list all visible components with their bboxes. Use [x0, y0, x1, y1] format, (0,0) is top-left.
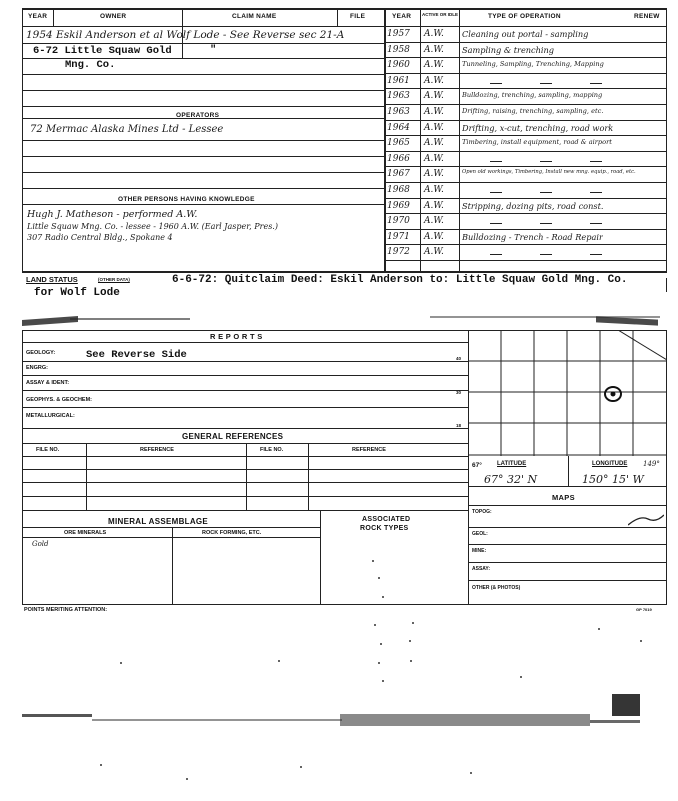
latitude-label: LATITUDE: [497, 461, 527, 467]
other-person-line-3: 307 Radio Central Bldg., Spokane 4: [27, 233, 173, 242]
ditto-tick: [490, 192, 502, 193]
reports-title: R E P O R T S: [210, 332, 263, 341]
latitude-value: 67° 32' N: [484, 473, 538, 486]
operation-status: A.W.: [424, 169, 444, 180]
scan-speck: [470, 772, 472, 774]
scan-speck: [412, 622, 414, 624]
ditto-tick: [590, 83, 602, 84]
ref-col-reference-1: REFERENCE: [140, 447, 174, 453]
geology-label: GEOLOGY:: [26, 350, 56, 356]
maps-title: MAPS: [552, 493, 575, 502]
operation-row-line: [384, 73, 667, 74]
operation-year: 1968: [387, 185, 410, 195]
operation-type: Sampling & trenching: [462, 44, 555, 55]
ditto-mark: ": [210, 44, 217, 56]
maps-topog: TOPOG:: [472, 509, 492, 515]
ref-row-line: [22, 496, 468, 497]
header-year: YEAR: [28, 13, 48, 20]
operation-row-line: [384, 151, 667, 152]
mineral-header-line: [22, 537, 320, 538]
operators-title: OPERATORS: [176, 112, 220, 119]
header-type-of-operation: TYPE OF OPERATION: [488, 13, 561, 20]
ditto-tick: [490, 161, 502, 162]
operation-type: Timbering, install equipment, road & airport: [462, 138, 612, 147]
operation-year: 1967: [387, 169, 410, 180]
operation-status: A.W.: [424, 91, 444, 102]
geophys-label: GEOPHYS. & GEOCHEM:: [26, 397, 93, 403]
scan-smear: [340, 714, 590, 726]
ditto-tick: [590, 254, 602, 255]
land-status-label: LAND STATUS: [26, 275, 78, 284]
metallurgical-label: METALLURGICAL:: [26, 413, 75, 419]
operation-year: 1963: [387, 107, 410, 117]
operation-type: Tunneling, Sampling, Trenching, Mapping: [462, 60, 604, 69]
operation-year: 1972: [387, 247, 410, 258]
operation-status: A.W.: [424, 138, 444, 149]
reports-title-line: [22, 342, 468, 343]
operation-year: 1963: [387, 91, 410, 102]
margin-number: 18: [456, 423, 462, 428]
maps-mine-line: [468, 562, 667, 563]
divider-claim-file: [337, 8, 338, 26]
associated-divider: [320, 510, 321, 604]
other-persons-title: OTHER PERSONS HAVING KNOWLEDGE: [118, 196, 255, 203]
left-border-lower: [22, 330, 23, 604]
scan-speck: [378, 577, 380, 579]
ditto-tick: [540, 83, 552, 84]
land-status-right-tick: [666, 278, 667, 292]
divider-year-status: [420, 8, 421, 272]
engrg-label: ENGRG:: [26, 365, 48, 371]
operation-year: 1964: [387, 122, 410, 133]
operation-type: Bulldozing - Trench - Road Repair: [462, 231, 603, 242]
points-meriting-label: POINTS MERITING ATTENTION:: [24, 607, 108, 613]
longitude-value: 150° 15' W: [582, 473, 644, 486]
scan-smear: [22, 714, 92, 717]
operation-year: 1970: [387, 216, 410, 227]
associated-label: ASSOCIATED: [362, 516, 411, 523]
ref-col-divider-3: [308, 443, 309, 511]
operation-year: 1960: [387, 60, 410, 71]
operation-row-line: [384, 166, 667, 167]
scan-speck: [380, 643, 382, 645]
ref-row-line: [22, 469, 468, 470]
scan-speck: [120, 662, 122, 664]
owner-row-line-5: [22, 106, 384, 107]
location-marker: [602, 384, 624, 404]
operation-row-line: [384, 244, 667, 245]
owner-row-line-1: [22, 43, 384, 44]
scan-speck: [372, 560, 374, 562]
ditto-tick: [490, 254, 502, 255]
top-border: [22, 8, 667, 10]
mineral-assemblage-title: MINERAL ASSEMBLAGE: [108, 517, 209, 526]
latitude-prefix: 67°: [472, 462, 482, 469]
operation-status: A.W.: [424, 185, 444, 195]
header-bottom-line: [22, 26, 667, 27]
operation-status: A.W.: [424, 247, 444, 258]
scan-speck: [100, 764, 102, 766]
rock-types-label: ROCK TYPES: [360, 525, 409, 532]
assay-label: ASSAY & IDENT:: [26, 380, 70, 386]
other-person-line-1: Hugh J. Matheson - performed A.W.: [27, 209, 198, 220]
ref-col-file-no-2: FILE NO.: [260, 447, 284, 453]
scan-speck: [640, 640, 642, 642]
ref-col-file-no-1: FILE NO.: [36, 447, 60, 453]
ore-minerals-label: ORE MINERALS: [64, 530, 107, 536]
mineral-col-divider: [172, 527, 173, 604]
ditto-tick: [540, 161, 552, 162]
header-owner: OWNER: [100, 13, 127, 20]
geology-line: [22, 361, 468, 362]
header-file: FILE: [350, 13, 366, 20]
divider-year-owner: [53, 8, 54, 26]
ditto-tick: [490, 223, 502, 224]
owner-line-2: 6-72 Little Squaw Gold: [33, 45, 172, 57]
maps-other: OTHER (& PHOTOS): [472, 585, 521, 591]
scan-speck: [378, 662, 380, 664]
ref-col-divider-1: [86, 443, 87, 511]
ore-mineral-value: Gold: [32, 540, 49, 548]
header-year-2: YEAR: [392, 13, 412, 20]
maps-topog-line: [468, 527, 667, 528]
scan-speck: [382, 680, 384, 682]
scan-speck: [598, 628, 600, 630]
land-status-line-1: 6-6-72: Quitclaim Deed: Eskil Anderson to: Little Squaw Gold Mng. Co.: [172, 274, 628, 286]
ref-col-reference-2: REFERENCE: [352, 447, 386, 453]
scan-speck: [382, 596, 384, 598]
operation-row-line: [384, 260, 667, 261]
scan-smear: [590, 720, 640, 723]
maps-assay-line: [468, 580, 667, 581]
scan-speck: [410, 660, 412, 662]
scan-speck: [520, 676, 522, 678]
operation-row-line: [384, 182, 667, 183]
operation-year: 1958: [387, 44, 410, 55]
land-status-line-2: for Wolf Lode: [34, 287, 120, 299]
operation-row-line: [384, 198, 667, 199]
operation-year: 1957: [387, 29, 410, 39]
operation-status: A.W.: [424, 75, 444, 86]
operation-row-line: [384, 120, 667, 121]
operation-row-line: [384, 135, 667, 136]
operation-status: A.W.: [424, 122, 444, 133]
ditto-tick: [490, 83, 502, 84]
operation-year: 1961: [387, 75, 410, 86]
ref-col-divider-2: [246, 443, 247, 511]
other-persons-top-line: [22, 204, 384, 205]
maps-mine: MINE:: [472, 548, 487, 554]
land-status-sublabel: (OTHER DATA): [98, 277, 130, 282]
divider-status-type: [459, 8, 460, 272]
maps-geol-line: [468, 544, 667, 545]
ditto-tick: [540, 192, 552, 193]
assay-line: [22, 390, 468, 391]
ditto-tick: [540, 223, 552, 224]
longitude-prefix: 149°: [643, 460, 660, 468]
operation-type: Cleaning out portal - sampling: [462, 29, 589, 39]
operation-row-line: [384, 42, 667, 43]
operation-year: 1966: [387, 153, 410, 164]
scan-smear: [92, 719, 342, 721]
operation-year: 1971: [387, 231, 410, 242]
scan-speck: [186, 778, 188, 780]
operation-row-line: [384, 57, 667, 58]
operator-row-line-2: [22, 156, 384, 157]
ditto-tick: [590, 192, 602, 193]
operation-row-line: [384, 213, 667, 214]
operation-year: 1969: [387, 200, 410, 211]
header-claim-name: CLAIM NAME: [232, 13, 277, 20]
operation-type: Drifting, x-cut, trenching, road work: [462, 122, 614, 133]
scan-speck: [409, 640, 411, 642]
operation-status: A.W.: [424, 60, 444, 71]
operation-status: A.W.: [424, 44, 444, 55]
owner-row-line-4: [22, 90, 384, 91]
rock-forming-label: ROCK FORMING, ETC.: [202, 530, 262, 536]
operator-row-line-3: [22, 172, 384, 173]
operation-type: Bulldozing, trenching, sampling, mapping: [462, 91, 603, 100]
lat-lon-divider: [568, 456, 569, 486]
general-references-title: GENERAL REFERENCES: [182, 432, 284, 441]
points-top-line: [22, 604, 667, 605]
operation-row-line: [384, 88, 667, 89]
other-person-line-2: Little Squaw Mng. Co. - lessee - 1960 A.W. (Earl Jasper, Pres.): [27, 222, 278, 231]
header-renew: RENEW: [634, 13, 660, 20]
topog-squiggle: [628, 513, 664, 527]
geology-value: See Reverse Side: [86, 349, 187, 361]
ref-bottom-line: [22, 510, 468, 511]
operation-type: Open old workings, Timbering, Install new mng. equip., road, etc.: [462, 169, 636, 176]
margin-number: 40: [456, 356, 462, 361]
owner-row-line-3: [22, 74, 384, 75]
location-grid: [468, 330, 667, 456]
mineral-title-line: [22, 527, 320, 528]
operation-year: 1965: [387, 138, 410, 149]
operation-status: A.W.: [424, 200, 444, 211]
ditto-tick: [590, 161, 602, 162]
maps-assay: ASSAY:: [472, 566, 491, 572]
operation-row-line: [384, 229, 667, 230]
geophys-line: [22, 407, 468, 408]
location-bottom-line: [468, 486, 667, 487]
top-section-bottom-line: [22, 271, 667, 273]
operation-type: Drifting, raising, trenching, sampling, etc.: [462, 107, 604, 115]
operation-status: A.W.: [424, 107, 444, 117]
scan-speck: [300, 766, 302, 768]
operation-row-line: [384, 104, 667, 105]
operation-status: A.W.: [424, 29, 444, 39]
form-number: GP 7019: [636, 607, 652, 612]
ditto-tick: [590, 223, 602, 224]
scan-smear: [612, 694, 640, 716]
header-active-idle: ACTIVE OR IDLE: [422, 12, 459, 17]
operation-status: A.W.: [424, 153, 444, 164]
owner-line-3: Mng. Co.: [65, 59, 116, 71]
right-border: [666, 8, 667, 272]
scan-smear: [70, 318, 190, 320]
general-references-title-line: [22, 443, 468, 444]
owner-line-1: 1954 Eskil Anderson et al Wolf Lode - See Reverse sec 21-A: [26, 29, 345, 41]
metallurgical-line: [22, 428, 468, 429]
operator-line-1: 72 Mermac Alaska Mines Ltd - Lessee: [30, 124, 224, 135]
ref-row-line: [22, 482, 468, 483]
ditto-tick: [540, 254, 552, 255]
ref-header-line: [22, 456, 468, 457]
engrg-line: [22, 375, 468, 376]
maps-title-line: [468, 505, 667, 506]
divider-owner-ops: [384, 8, 386, 272]
operation-type: Stripping, dozing pits, road const.: [462, 200, 604, 211]
margin-number: 30: [456, 390, 462, 395]
scan-speck: [374, 624, 376, 626]
scan-speck: [278, 660, 280, 662]
operator-row-line-4: [22, 188, 384, 189]
operation-status: A.W.: [424, 231, 444, 242]
operator-row-line-1: [22, 140, 384, 141]
maps-geol: GEOL:: [472, 531, 488, 537]
longitude-label: LONGITUDE: [592, 461, 628, 467]
operation-status: A.W.: [424, 216, 444, 227]
